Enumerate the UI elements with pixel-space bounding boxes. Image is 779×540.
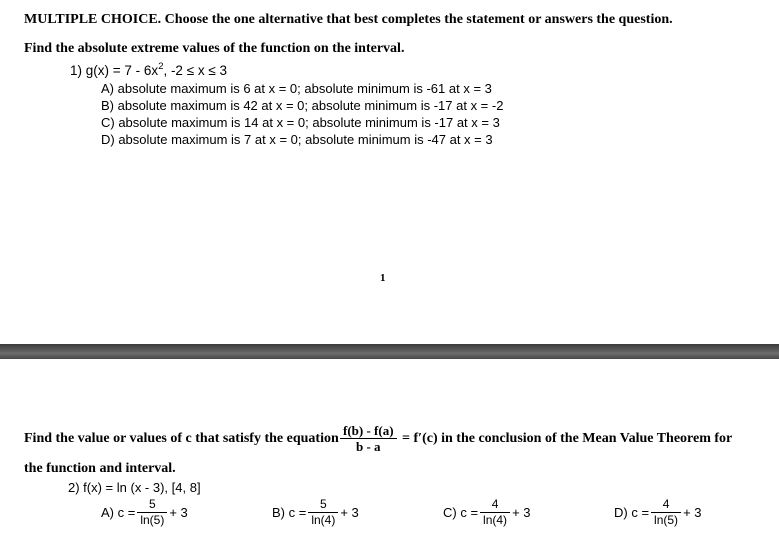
page-divider <box>0 344 779 359</box>
answer-b-tail: + 3 <box>340 505 359 520</box>
choice-d: D) absolute maximum is 7 at x = 0; absolute minimum is -47 at x = 3 <box>101 132 493 147</box>
answer-a-numerator: 5 <box>137 497 167 513</box>
answer-d-label: D) c = <box>614 505 650 520</box>
answer-c-fraction <box>480 497 510 528</box>
answer-c <box>443 497 531 528</box>
answer-d-denominator: ln(5) <box>654 513 679 527</box>
question-2-prompt: 2) f(x) = ln (x - 3), [4, 8] <box>68 480 201 495</box>
answer-b-numerator: 5 <box>308 497 338 513</box>
answer-c-tail: + 3 <box>512 505 531 520</box>
choice-b: B) absolute maximum is 42 at x = 0; absolute minimum is -17 at x = -2 <box>101 98 504 113</box>
question-1-prompt <box>70 63 227 78</box>
answer-b-label: B) c = <box>272 505 307 520</box>
choice-c: C) absolute maximum is 14 at x = 0; absolute minimum is -17 at x = 3 <box>101 115 500 130</box>
answer-b-fraction <box>308 497 338 528</box>
answer-b <box>272 497 359 528</box>
answer-a <box>101 497 188 528</box>
answer-c-numerator: 4 <box>480 497 510 513</box>
mvt-denominator: b - a <box>355 439 381 454</box>
mvt-equation-fraction <box>340 423 397 454</box>
mvt-numerator: f(b) - f(a) <box>340 423 397 439</box>
answer-d-tail: + 3 <box>683 505 702 520</box>
answer-c-denominator: ln(4) <box>483 513 508 527</box>
question-1-function: g(x) = 7 - 6x <box>85 63 159 78</box>
answer-b-denominator: ln(4) <box>311 513 336 527</box>
section-header: MULTIPLE CHOICE. Choose the one alternative that best completes the statement or answers the question. <box>24 12 673 27</box>
answer-d-fraction <box>651 497 681 528</box>
question-2-instruction-part3: the function and interval. <box>24 461 176 476</box>
answer-a-tail: + 3 <box>169 505 188 520</box>
answer-d-numerator: 4 <box>651 497 681 513</box>
answer-d <box>614 497 702 528</box>
question-1-interval: , -2 ≤ x ≤ 3 <box>163 63 228 78</box>
answer-a-fraction <box>137 497 167 528</box>
answer-a-denominator: ln(5) <box>140 513 165 527</box>
question-1-instruction: Find the absolute extreme values of the function on the interval. <box>24 41 405 56</box>
question-1-exponent: 2 <box>158 61 164 72</box>
question-1-number: 1) <box>70 63 83 78</box>
question-2-instruction-part2: = f′(c) in the conclusion of the Mean Value Theorem for <box>402 431 733 446</box>
answer-a-label: A) c = <box>101 505 136 520</box>
answer-c-label: C) c = <box>443 505 479 520</box>
choice-a: A) absolute maximum is 6 at x = 0; absolute minimum is -61 at x = 3 <box>101 81 492 96</box>
question-2-instruction-part1: Find the value or values of c that satisfy the equation <box>24 431 339 446</box>
page-number: 1 <box>380 272 386 284</box>
